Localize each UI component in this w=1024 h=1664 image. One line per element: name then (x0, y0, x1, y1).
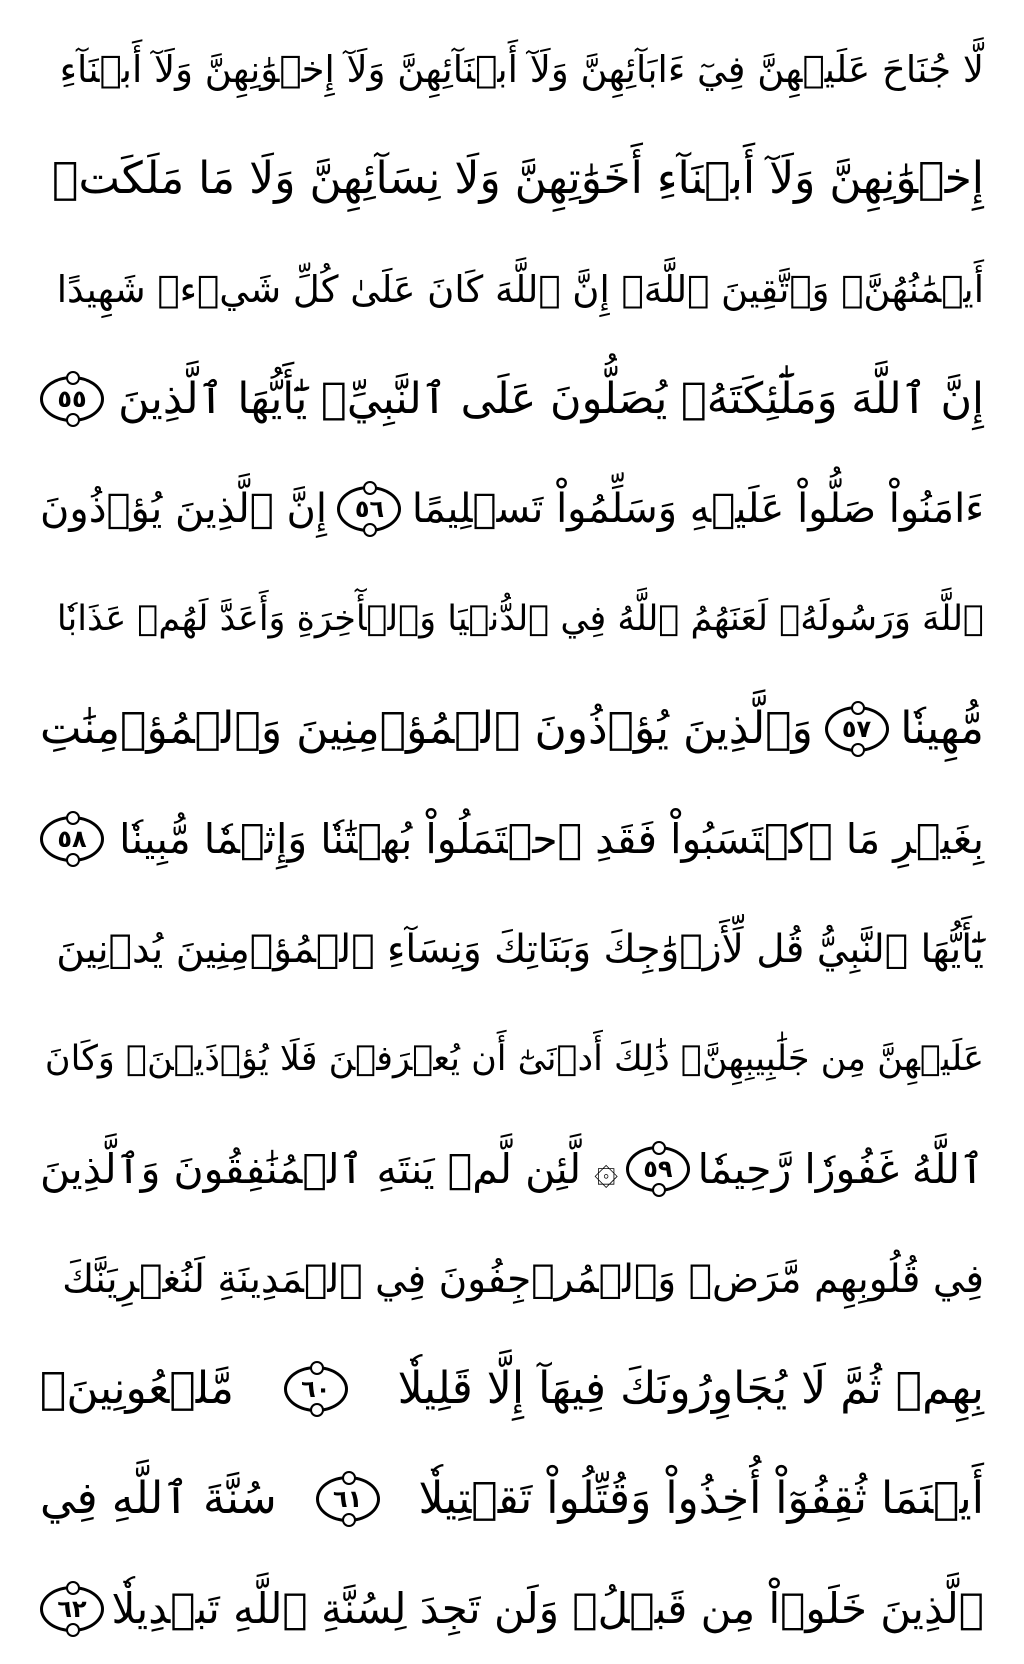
verse-line (40, 14, 984, 124)
ayah-number-marker: ٥٧ (825, 706, 889, 752)
verse-line (40, 1114, 984, 1224)
verse-text: أَيۡمَٰنُهُنَّۗ وَٱتَّقِينَ ٱللَّهَۚ إِنَّ ٱللَّهَ كَانَ عَلَىٰ كُلِّ شَيۡءٖ شَهِيدًا (56, 267, 984, 311)
ayah-number-marker: ٥٩ (626, 1146, 690, 1192)
verse-line (40, 784, 984, 894)
verse-line (40, 1224, 984, 1334)
verse-text: فِي قُلُوبِهِم مَّرَضٞ وَٱلۡمُرۡجِفُونَ فِي ٱلۡمَدِينَةِ لَنُغۡرِيَنَّكَ (62, 1256, 984, 1302)
verse-line (40, 344, 984, 454)
verse-text: أَيۡنَمَا ثُقِفُوٓاْ أُخِذُواْ وَقُتِّلُواْ تَقۡتِيلٗا (418, 1473, 984, 1524)
verse-text: إِنَّ ٱلَّذِينَ يُؤۡذُونَ (40, 486, 327, 532)
verse-text: ءَامَنُواْ صَلُّواْ عَلَيۡهِ وَسَلِّمُواْ تَسۡلِيمًا (411, 486, 984, 532)
verse-text: بِغَيۡرِ مَا ٱكۡتَسَبُواْ فَقَدِ ٱحۡتَمَلُواْ بُهۡتَٰنٗا وَإِثۡمٗا مُّبِينٗا (119, 814, 984, 863)
verse-line (40, 1004, 984, 1114)
verse-text: عَلَيۡهِنَّ مِن جَلَٰبِيبِهِنَّۚ ذَٰلِكَ أَدۡنَىٰٓ أَن يُعۡرَفۡنَ فَلَا يُؤۡذَيۡنَۗ وَكَانَ (44, 1038, 984, 1079)
ayah-number-marker: ٥٦ (337, 486, 401, 532)
verse-text: ۞ لَّئِن لَّمۡ يَنتَهِ ٱلۡمُنَٰفِقُونَ وَٱلَّذِينَ (40, 1144, 619, 1193)
verse-line (40, 1444, 984, 1554)
verse-text: ٱللَّهُ غَفُورٗا رَّحِيمٗا (697, 1144, 984, 1193)
verse-text: ٱللَّهَ وَرَسُولَهُۥ لَعَنَهُمُ ٱللَّهُ فِي ٱلدُّنۡيَا وَٱلۡأٓخِرَةِ وَأَعَدَّ لَهُمۡ عَذَابٗا (56, 598, 984, 639)
verse-text: مَّلۡعُونِينَۖ (40, 1363, 234, 1414)
verse-line (40, 454, 984, 564)
verse-line (40, 894, 984, 1004)
verse-text: لَّا جُنَاحَ عَلَيۡهِنَّ فِيٓ ءَابَآئِهِنَّ وَلَآ أَبۡنَآئِهِنَّ وَلَآ إِخۡوَٰنِهِنَّ وَلَآ أَبۡنَآءِ (59, 47, 984, 91)
verse-line (40, 674, 984, 784)
verse-text: إِخۡوَٰنِهِنَّ وَلَآ أَبۡنَآءِ أَخَوَٰتِهِنَّ وَلَا نِسَآئِهِنَّ وَلَا مَا مَلَكَتۡ (52, 153, 984, 204)
verse-text: يَٰٓأَيُّهَا ٱلنَّبِيُّ قُل لِّأَزۡوَٰجِكَ وَبَنَاتِكَ وَنِسَآءِ ٱلۡمُؤۡمِنِينَ يُدۡنِينَ (56, 926, 984, 972)
verse-line (40, 1334, 984, 1444)
verse-text: مُّهِينٗا (900, 703, 984, 754)
ayah-number-marker: ٥٨ (40, 816, 104, 862)
verse-line (40, 234, 984, 344)
ayah-number-marker: ٦٢ (40, 1586, 104, 1632)
verse-line (40, 564, 984, 674)
verse-line (40, 124, 984, 234)
ayah-number-marker: ٥٥ (40, 376, 104, 422)
mushaf-page (40, 0, 984, 1656)
verse-text: سُنَّةَ ٱللَّهِ فِي (40, 1473, 277, 1524)
verse-text: وَٱلَّذِينَ يُؤۡذُونَ ٱلۡمُؤۡمِنِينَ وَٱلۡمُؤۡمِنَٰتِ (40, 703, 813, 754)
ayah-number-marker: ٦١ (316, 1476, 380, 1522)
verse-text: بِهِمۡ ثُمَّ لَا يُجَاوِرُونَكَ فِيهَآ إِلَّا قَلِيلٗا (397, 1363, 984, 1414)
verse-line (40, 1554, 984, 1664)
verse-text: إِنَّ ٱللَّهَ وَمَلَٰٓئِكَتَهُۥ يُصَلُّونَ عَلَى ٱلنَّبِيِّۚ يَٰٓأَيُّهَا ٱلَّذِينَ (118, 373, 984, 424)
verse-text: ٱلَّذِينَ خَلَوۡاْ مِن قَبۡلُۖ وَلَن تَجِدَ لِسُنَّةِ ٱللَّهِ تَبۡدِيلٗا (111, 1584, 984, 1633)
ayah-number-marker: ٦٠ (284, 1366, 348, 1412)
